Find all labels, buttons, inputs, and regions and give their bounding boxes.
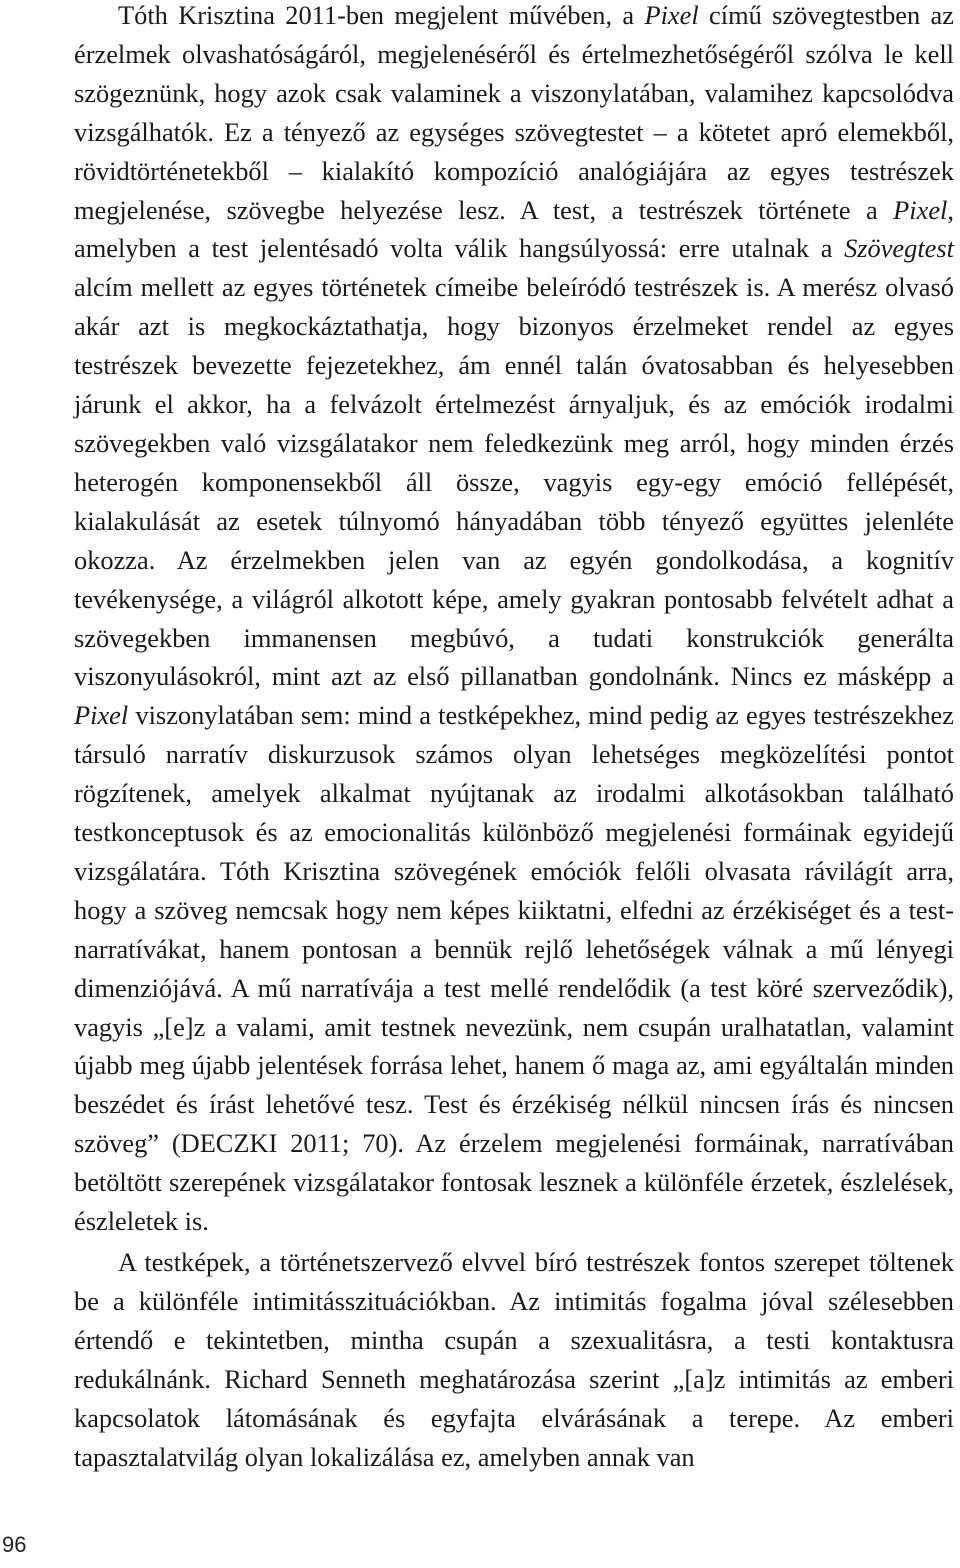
paragraph-1-text-5: viszonylatában sem: mind a testképekhez, mind pedig az egyes testrészekhez társuló narratív diskurzusok számos olyan lehetséges megközelítési pontot rögzítenek, amelyek alkalmat nyújtanak az irodalmi alkotásokban található testkonceptusok és az emocionalitás különböző megjelenési formáinak egyidejű vizsgálatára. Tóth Krisztina szövegének emóciók felőli olvasata rávilágít arra, hogy a szöveg nemcsak hogy nem képes kiiktatni, elfedni az érzékiséget és a test-narratívákat, hanem pontosan a bennük rejlő lehetőségek válnak a mű lényegi dimenziójává. A mű narratívája a test mellé rendelődik (a test köré szerveződik), vagyis „[e]z a valami, amit testnek nevezünk, nem csupán uralhatatlan, valamint újabb meg újabb jelentések forrása lehet, hanem ő maga az, ami egyáltalán minden beszédet és írást lehetővé tesz. Test és érzékiség nélkül nincsen írás és nincsen szöveg” (DECZKI 2011; 70). Az érzelem megjelenési formáinak, narratívában betöltött szerepének vizsgálatakor fontosak lesznek a különféle érzetek, észlelések, észleletek is. bbox=[74, 700, 954, 1237]
title-pixel: Pixel bbox=[644, 0, 699, 30]
paragraph-1-text-3: , amelyben a test jelentésadó volta válik hangsúlyossá: erre utalnak a bbox=[74, 194, 954, 264]
page-body bbox=[74, 0, 954, 1476]
paragraph-1-text-2: című szövegtestben az érzelmek olvashatóságáról, megjelenéséről és értelmezhetőségéről szólva le kell szögeznünk, hogy azok csak valaminek a viszonylatában, valamihez kapcsolódva vizsgálhatók. Ez a tényező az egységes szövegtestet – a kötetet apró elemekből, rövidtörténetekből – kialakító kompozíció analógiájára az egyes testrészek megjelenése, szövegbe helyezése lesz. A test, a testrészek története a bbox=[74, 0, 954, 225]
page-number: 96 bbox=[2, 1532, 27, 1557]
title-pixel: Pixel bbox=[893, 194, 948, 225]
paragraph-1-text-1: Tóth Krisztina 2011-ben megjelent művében, a bbox=[118, 0, 645, 30]
title-pixel: Pixel bbox=[74, 700, 129, 731]
paragraph-1-text-4: alcím mellett az egyes történetek címeibe beleíródó testrészek is. A merész olvasó akár azt is megkockáztathatja, hogy bizonyos érzelmeket rendel az egyes testrészek bevezette fejezetekhez, ám ennél talán óvatosabban és helyesebben járunk el akkor, ha a felvázolt értelmezést árnyaljuk, és az emóciók irodalmi szövegekben való vizsgálatakor nem feledkezünk meg arról, hogy minden érzés heterogén komponensekből áll össze, vagyis egy-egy emóció fellépését, kialakulását az esetek túlnyomó hányadában több tényező együttes jelenléte okozza. Az érzelmekben jelen van az egyén gondolkodása, a kognitív tevékenysége, a világról alkotott képe, amely gyakran pontosabb felvételt adhat a szövegekben immanensen megbúvó, a tudati konstrukciók generálta viszonyulásokról, mint azt az első pillanatban gondolnánk. Nincs ez másképp a bbox=[74, 272, 954, 692]
paragraph-1 bbox=[74, 0, 954, 1241]
paragraph-2: A testképek, a történetszervező elvvel bíró testrészek fontos szerepet töltenek be a különféle intimitásszituációkban. Az intimitás fogalma jóval szélesebben értendő e tekintetben, mintha csupán a szexualitásra, a testi kontaktusra redukálnánk. Richard Senneth meghatározása szerint „[a]z intimitás az emberi kapcsolatok látomásának és egyfajta elvárásának a terepe. Az emberi tapasztalatvilág olyan lokalizálása ez, amelyben annak van bbox=[74, 1247, 954, 1472]
subtitle-szovegtest: Szövegtest bbox=[844, 233, 954, 264]
